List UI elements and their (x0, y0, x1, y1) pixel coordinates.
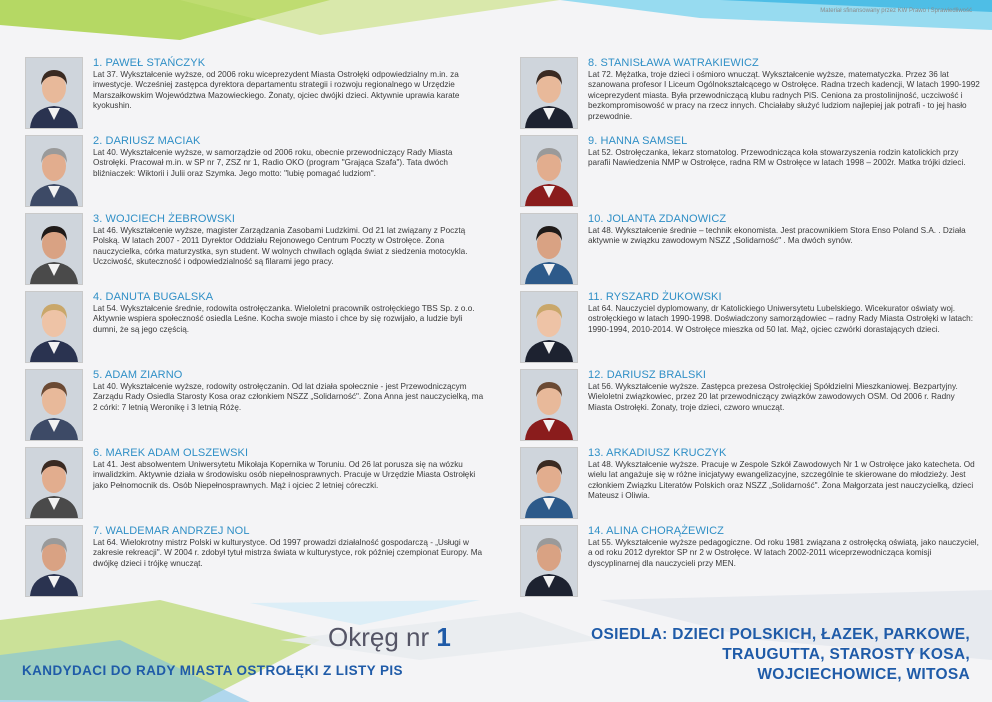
candidate-name: 10. JOLANTA ZDANOWICZ (588, 213, 727, 225)
candidate-name: 4. DANUTA BUGALSKA (93, 291, 214, 303)
candidate-entry (520, 133, 980, 211)
candidate-photo (520, 135, 578, 207)
candidate-photo (25, 369, 83, 441)
candidate-name: 11. RYSZARD ŻUKOWSKI (588, 291, 722, 303)
candidate-photo (25, 135, 83, 207)
district-heading (328, 622, 451, 653)
candidate-entry (520, 289, 980, 367)
candidate-name: 1. PAWEŁ STAŃCZYK (93, 57, 206, 69)
candidate-photo (520, 525, 578, 597)
candidate-description: Lat 41. Jest absolwentem Uniwersytetu Mikołaja Kopernika w Toruniu. Od 26 lat porusza się na wózku inwalidzkim. Aktywnie działa w środowisku osób niepełnosprawnych. Pracuje w Urzędzie Miasta Ostrołęki jako Pełnomocnik ds. Osób Niepełnosprawnych. Mąż i ojciec 2 letniej córeczki. (93, 460, 476, 490)
candidate-name: 6. MAREK ADAM OLSZEWSKI (93, 447, 249, 459)
candidate-column-right (520, 55, 980, 601)
candidate-info (588, 291, 980, 335)
candidate-entry (25, 289, 485, 367)
candidate-photo (520, 291, 578, 363)
candidate-description: Lat 72. Mężatka, troje dzieci i ośmioro wnucząt. Wykształcenie wyższe, matematyczka. Przez 36 lat szanowana profesor I Liceum Ogólnokształcącego w Ostrołęce. Radna trzech kadencji, W latach 1990-1992 wiceprezydent miasta. Była przewodniczącą klubu radnych PiS. Ceniona za prostolinijność, uczciwość i bezkompromisowość w pracy na rzecz innych. Chciałaby służyć ludziom najlepiej jak potrafi - to jej hasło przewodnie. (588, 70, 980, 121)
candidate-info (588, 369, 980, 413)
candidate-name: 8. STANISŁAWA WATRAKIEWICZ (588, 57, 759, 69)
candidate-entry (520, 523, 980, 601)
candidate-entry (25, 523, 485, 601)
candidate-description: Lat 64. Wielokrotny mistrz Polski w kulturystyce. Od 1997 prowadzi działalność gospodarczą - „Usługi w zakresie rekreacji". W 2004 r. zdobył tytuł mistrza świata w kulturystyce, rok później czempionat Europy. Ma dwójkę dzieci i trójkę wnucząt. (93, 538, 483, 568)
candidate-name: 5. ADAM ZIARNO (93, 369, 183, 381)
district-label: Okręg nr (328, 622, 430, 652)
candidate-description: Lat 46. Wykształcenie wyższe, magister Zarządzania Zasobami Ludzkimi. Od 21 lat związany z Pocztą Polską. W latach 2007 - 2011 Dyrektor Oddziału Rejonowego Centrum Poczty w Ostrołęce. Żona nauczycielka, córka maturzystka, syn student. W wolnych chwilach ogląda świat z siedzenia motocykla. Uczciwość, skuteczność i odpowiedzialność są filarami jego pracy. (93, 226, 468, 267)
candidate-photo (25, 213, 83, 285)
candidate-info (588, 213, 980, 247)
candidate-info (93, 135, 485, 179)
candidate-name: 2. DARIUSZ MACIAK (93, 135, 201, 147)
candidate-entry (25, 55, 485, 133)
candidate-description: Lat 48. Wykształcenie średnie – technik ekonomista. Jest pracownikiem Stora Enso Poland S.A. . Działa aktywnie w związku zawodowym NSZZ „Solidarność" . Ma dwóch synów. (588, 226, 966, 246)
candidate-info (93, 447, 485, 491)
candidate-info (93, 369, 485, 413)
candidate-name: 9. HANNA SAMSEL (588, 135, 688, 147)
candidate-photo (25, 447, 83, 519)
candidate-info (93, 57, 485, 112)
candidate-name: 14. ALINA CHORĄŻEWICZ (588, 525, 724, 537)
candidate-info (588, 447, 980, 502)
candidate-entry (25, 445, 485, 523)
candidate-name: 7. WALDEMAR ANDRZEJ NOL (93, 525, 250, 537)
candidate-photo (520, 369, 578, 441)
candidate-name: 12. DARIUSZ BRALSKI (588, 369, 707, 381)
candidate-entry (520, 367, 980, 445)
candidate-entry (520, 445, 980, 523)
candidate-info (93, 213, 485, 268)
candidate-description: Lat 37. Wykształcenie wyższe, od 2006 roku wiceprezydent Miasta Ostrołęki odpowiedzialny m.in. za inwestycje. Wcześniej zastępca dyrektora departamentu strategii i rozwoju regionalnego w Urzędzie Marszałkowskim Województwa Mazowieckiego. Żonaty, ojciec dwójki dzieci. Aktywnie uprawia karate kyokushin. (93, 70, 460, 111)
candidate-name: 3. WOJCIECH ŻEBROWSKI (93, 213, 236, 225)
candidate-info (93, 525, 485, 569)
candidate-photo (520, 213, 578, 285)
candidate-info (588, 525, 980, 569)
candidate-photo (25, 525, 83, 597)
district-areas: OSIEDLA: DZIECI POLSKICH, ŁAZEK, PARKOWE, TRAUGUTTA, STAROSTY KOSA, WOJCIECHOWICE, WITOSA (591, 626, 970, 683)
candidate-photo (25, 291, 83, 363)
candidate-photo (25, 57, 83, 129)
district-number: 1 (436, 622, 451, 652)
candidate-name: 13. ARKADIUSZ KRUCZYK (588, 447, 727, 459)
financing-note: Materiał sfinansowany przez KW Prawo i Sprawiedliwość (820, 8, 972, 14)
candidate-info (588, 135, 980, 169)
candidate-entry (520, 211, 980, 289)
candidate-entry (520, 55, 980, 133)
candidate-description: Lat 40. Wykształcenie wyższe, rodowity ostrołęczanin. Od lat działa społecznie - jest Przewodniczącym Zarządu Rady Osiedla Starosty Kosa oraz członkiem NSZZ „Solidarność". Żona Anna jest nauczycielką, ma 2 córki: 7 letnią Weronikę i 3 letnią Różę. (93, 382, 484, 412)
candidate-description: Lat 52. Ostrołęczanka, lekarz stomatolog. Przewodnicząca koła stowarzyszenia rodzin katolickich przy parafii Nawiedzenia NMP w Ostrołęce, radna RM w Ostrołęce w latach 1998 – 2002r. Matka trójki dzieci. (588, 148, 966, 168)
candidate-entry (25, 133, 485, 211)
list-subtitle: KANDYDACI DO RADY MIASTA OSTROŁĘKI Z LISTY PIS (22, 663, 403, 678)
candidate-column-left (25, 55, 485, 601)
candidate-description: Lat 48. Wykształcenie wyższe. Pracuje w Zespole Szkół Zawodowych Nr 1 w Ostrołęce jako katecheta. Od wielu lat angażuje się w różne inicjatywy ewangelizacyjne, szczególnie te skierowane do młodzieży. Jest członkiem Związku Literatów Polskich oraz NSZZ „Solidarność". Żona Małgorzata jest nauczycielką, dzieci Mateusz i Oliwia. (588, 460, 975, 501)
candidate-description: Lat 40. Wykształcenie wyższe, w samorządzie od 2006 roku, obecnie przewodniczący Rady Miasta Ostrołęki. Pracował m.in. w SP nr 7, ZSZ nr 1, Radio OKO (program "Grająca Szafa"). Tata dwóch bliźniaczek: Wiktorii i Julii oraz Szymka. Jego motto: "lubię pomagać ludziom". (93, 148, 453, 178)
candidate-entry (25, 211, 485, 289)
candidate-photo (520, 447, 578, 519)
candidate-description: Lat 56. Wykształcenie wyższe. Zastępca prezesa Ostrołęckiej Spółdzielni Mieszkaniowej. Bezpartyjny. Wieloletni związkowiec, przez 20 lat przewodniczący związków zawodowych OSM. Od 2006 r. Radny Miasta Ostrołęki. Żonaty, troje dzieci, czworo wnucząt. (588, 382, 958, 412)
candidate-description: Lat 64. Nauczyciel dyplomowany, dr Katolickiego Uniwersytetu Lubelskiego. Wicekurator oświaty woj. ostrołęckiego w latach 1990-1998. Doświadczony samorządowiec – radny Rady Miasta Ostrołęki w latach: 1990-1994, 2010-2014. W Ostrołęce mieszka od 50 lat. Mąż, ojciec czwórki dorastających dzieci. (588, 304, 973, 334)
candidate-info (588, 57, 980, 122)
candidate-description: Lat 55. Wykształcenie wyższe pedagogiczne. Od roku 1981 związana z ostrołęcką oświatą, jako nauczyciel, a od roku 2012 dyrektor SP nr 2 w Ostrołęce. W latach 2002-2011 wiceprzewodnicząca komisji dyscyplinarnej dla nauczycieli przy MEN. (588, 538, 979, 568)
candidate-description: Lat 54. Wykształcenie średnie, rodowita ostrołęczanka. Wieloletni pracownik ostrołęckiego TBS Sp. z o.o. Aktywnie wspiera społeczność osiedla Leśne. Kocha swoje miasto i chce by się rozwijało, a ludzie byli dumni, że są jego częścią. (93, 304, 475, 334)
candidate-info (93, 291, 485, 335)
candidate-entry (25, 367, 485, 445)
candidate-photo (520, 57, 578, 129)
